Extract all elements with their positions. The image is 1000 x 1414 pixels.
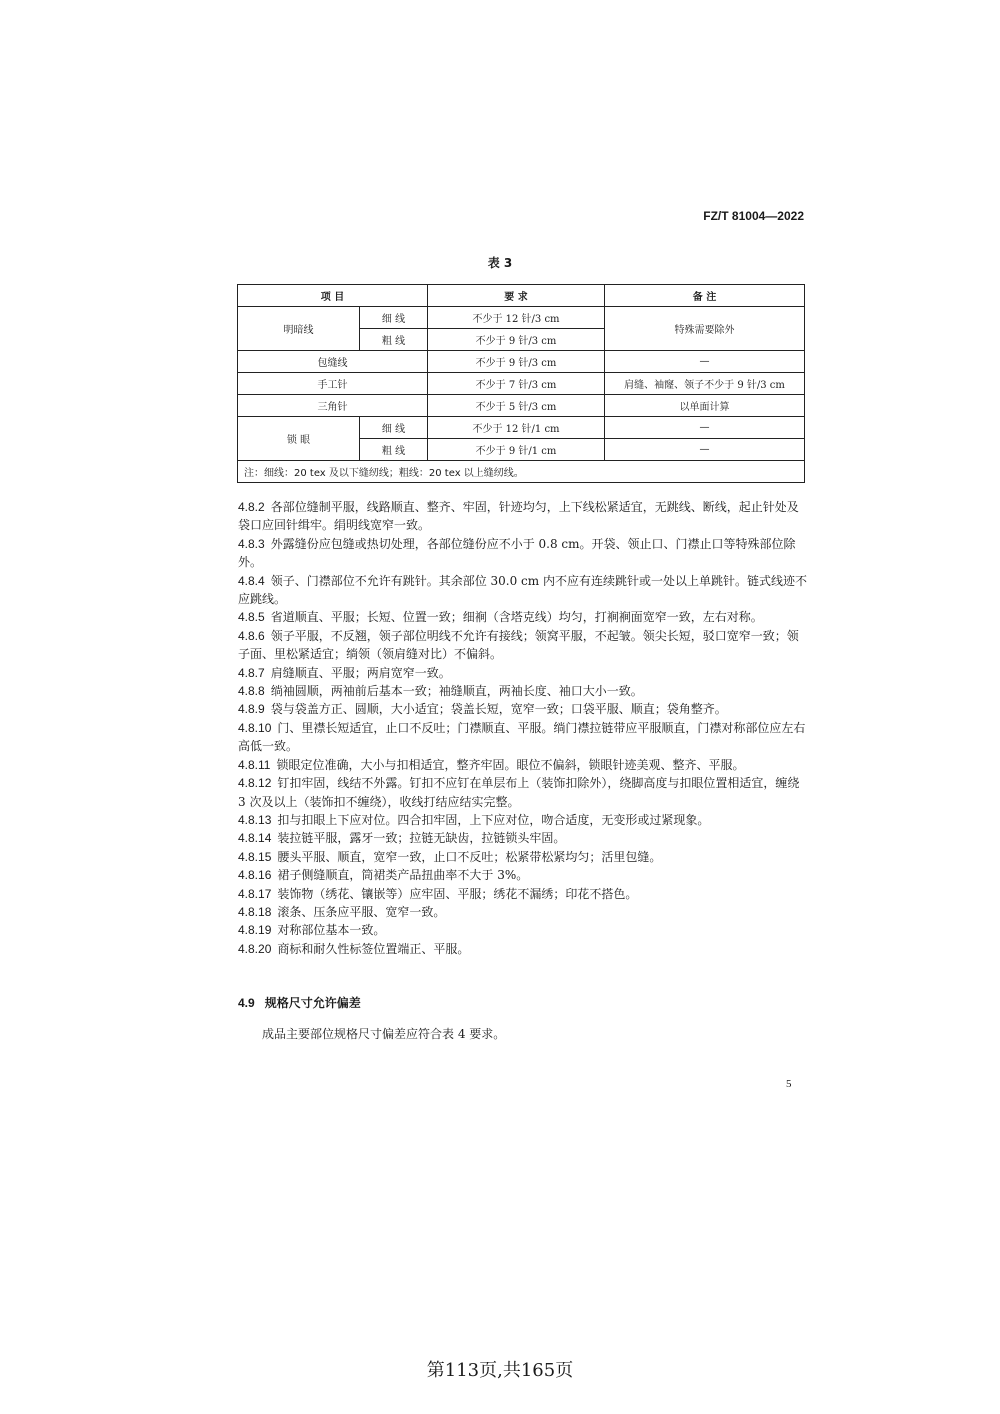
clause-text: 装饰物（绣花、镶嵌等）应牢固、平服；绣花不漏绣；印花不搭色。 (277, 886, 638, 901)
clause-4-8-15 (238, 848, 808, 866)
cell-sub: 粗 线 (360, 329, 428, 351)
cell-req: 不少于 12 针/1 cm (428, 417, 605, 439)
table-row (238, 307, 805, 329)
cell-item: 包缝线 (238, 351, 428, 373)
clause-number: 4.8.17 (238, 886, 272, 901)
table-row (238, 373, 805, 395)
table-footnote: 注：细线：20 tex 及以下缝纫线；粗线：20 tex 以上缝纫线。 (238, 461, 805, 483)
clause-text: 商标和耐久性标签位置端正、平服。 (277, 941, 470, 956)
clause-4-8-3 (238, 535, 808, 572)
clause-4-8-5 (238, 608, 808, 626)
cell-sub: 粗 线 (360, 439, 428, 461)
clause-number: 4.8.3 (238, 536, 265, 551)
clause-number: 4.8.18 (238, 904, 272, 919)
cell-sub: 细 线 (360, 307, 428, 329)
clause-text: 裙子侧缝顺直，筒裙类产品扭曲率不大于 3%。 (277, 868, 529, 883)
table-row (238, 395, 805, 417)
clause-4-8-12 (238, 774, 808, 811)
clause-text: 领子平服，不反翘，领子部位明线不允许有接线；领窝平服，不起皱。领尖长短，驳口宽窄一致；领子面、里松紧适宜；绱领（领肩缝对比）不偏斜。 (238, 628, 799, 662)
clause-text: 肩缝顺直、平服；两肩宽窄一致。 (270, 665, 451, 680)
cell-note: — (605, 351, 805, 373)
cell-note: 特殊需要除外 (605, 307, 805, 351)
clause-text: 各部位缝制平服，线路顺直、整齐、牢固，针迹均匀，上下线松紧适宜，无跳线、断线，起止针处及袋口应回针缉牢。绢明线宽窄一致。 (238, 500, 799, 533)
clause-4-8-6 (238, 627, 808, 664)
clause-text: 门、里襟长短适宜，止口不反吐；门襟顺直、平服。绱门襟拉链带应平服顺直，门襟对称部位应左右高低一致。 (238, 720, 806, 754)
clause-number: 4.8.12 (238, 776, 272, 791)
clause-number: 4.8.13 (238, 812, 272, 827)
section-heading (238, 994, 361, 1011)
clause-4-8-18 (238, 903, 808, 921)
clause-text: 扣与扣眼上下应对位。四合扣牢固，上下应对位，吻合适度，无变形或过紧现象。 (277, 812, 710, 827)
section-number: 4.9 (238, 996, 255, 1010)
clause-4-8-13 (238, 811, 808, 829)
section-body: 成品主要部位规格尺寸偏差应符合表 4 要求。 (262, 1027, 506, 1041)
clause-number: 4.8.10 (238, 720, 272, 735)
clause-4-8-7 (238, 664, 808, 682)
clause-4-8-16 (238, 866, 808, 884)
cell-item: 明暗线 (238, 307, 360, 351)
page-footer: 第113页,共165页 (426, 1360, 574, 1381)
page-number: 5 (786, 1078, 792, 1090)
col-header-remark: 备 注 (605, 285, 805, 307)
clause-number: 4.8.6 (238, 628, 265, 643)
clause-text: 钉扣牢固，线结不外露。钉扣不应钉在单层布上（装饰扣除外），绕脚高度与扣眼位置相适宜，缠绕 3 次及以上（装饰扣不缠绕），收线打结应结实完整。 (238, 776, 800, 809)
col-header-requirement: 要 求 (428, 285, 605, 307)
clause-text: 锁眼定位准确，大小与扣相适宜，整齐牢固。眼位不偏斜，锁眼针迹美观、整齐、平服。 (276, 757, 745, 772)
table-title: 表 3 (487, 256, 513, 270)
clause-number: 4.8.7 (238, 665, 265, 680)
clause-text: 外露缝份应包缝或热切处理，各部位缝份应不小于 0.8 cm。开袋、领止口、门襟止口等特殊部位除外。 (238, 536, 796, 570)
cell-req: 不少于 9 针/1 cm (428, 439, 605, 461)
cell-note: — (605, 417, 805, 439)
clause-4-8-17 (238, 885, 808, 903)
clause-4-8-14 (238, 829, 808, 847)
clause-number: 4.8.11 (238, 757, 271, 772)
clause-4-8-19 (238, 921, 808, 939)
table-footnote-row (238, 461, 805, 483)
clause-number: 4.8.14 (238, 831, 272, 846)
stitch-requirements-table (237, 284, 805, 483)
clause-number: 4.8.4 (238, 573, 265, 588)
clause-number: 4.8.20 (238, 941, 272, 956)
clause-4-8-2 (238, 498, 808, 535)
clause-list (238, 498, 808, 958)
col-header-item: 项 目 (238, 285, 428, 307)
cell-note: 肩缝、袖窿、领子不少于 9 针/3 cm (605, 373, 805, 395)
clause-text: 袋与袋盖方正、圆顺，大小适宜；袋盖长短，宽窄一致；口袋平服、顺直；袋角整齐。 (270, 702, 727, 717)
cell-req: 不少于 12 针/3 cm (428, 307, 605, 329)
clause-text: 装拉链平服，露牙一致；拉链无缺齿，拉链锁头牢固。 (277, 831, 566, 846)
clause-number: 4.8.16 (238, 868, 272, 883)
cell-item: 手工针 (238, 373, 428, 395)
clause-4-8-8 (238, 682, 808, 700)
clause-number: 4.8.19 (238, 923, 272, 938)
clause-text: 对称部位基本一致。 (277, 923, 386, 938)
cell-item: 三角针 (238, 395, 428, 417)
cell-sub: 细 线 (360, 417, 428, 439)
clause-text: 领子、门襟部位不允许有跳针。其余部位 30.0 cm 内不应有连续跳针或一处以上单跳针。链式线迹不应跳线。 (238, 573, 807, 607)
table-header-row (238, 285, 805, 307)
standard-code: FZ/T 81004—2022 (703, 209, 804, 223)
cell-req: 不少于 5 针/3 cm (428, 395, 605, 417)
table-row (238, 417, 805, 439)
clause-text: 腰头平服、顺直，宽窄一致，止口不反吐；松紧带松紧均匀；活里包缝。 (277, 849, 662, 864)
clause-text: 滚条、压条应平服、宽窄一致。 (277, 904, 446, 919)
cell-item: 锁 眼 (238, 417, 360, 461)
cell-req: 不少于 9 针/3 cm (428, 329, 605, 351)
clause-4-8-4 (238, 572, 808, 609)
clause-4-8-9 (238, 700, 808, 718)
clause-4-8-11 (238, 756, 808, 774)
clause-text: 省道顺直、平服；长短、位置一致；细裥（含塔克线）均匀，打裥裥面宽窄一致，左右对称。 (270, 610, 763, 625)
clause-number: 4.8.15 (238, 849, 272, 864)
clause-number: 4.8.5 (238, 610, 265, 625)
cell-req: 不少于 7 针/3 cm (428, 373, 605, 395)
clause-number: 4.8.8 (238, 684, 265, 699)
clause-4-8-10 (238, 719, 808, 756)
clause-text: 绱袖圆顺，两袖前后基本一致；袖缝顺直，两袖长度、袖口大小一致。 (270, 684, 643, 699)
cell-note: — (605, 439, 805, 461)
table-row (238, 351, 805, 373)
clause-number: 4.8.9 (238, 702, 265, 717)
clause-number: 4.8.2 (238, 500, 265, 514)
section-title: 规格尺寸允许偏差 (264, 996, 361, 1010)
cell-req: 不少于 9 针/3 cm (428, 351, 605, 373)
clause-4-8-20 (238, 940, 808, 958)
cell-note: 以单面计算 (605, 395, 805, 417)
